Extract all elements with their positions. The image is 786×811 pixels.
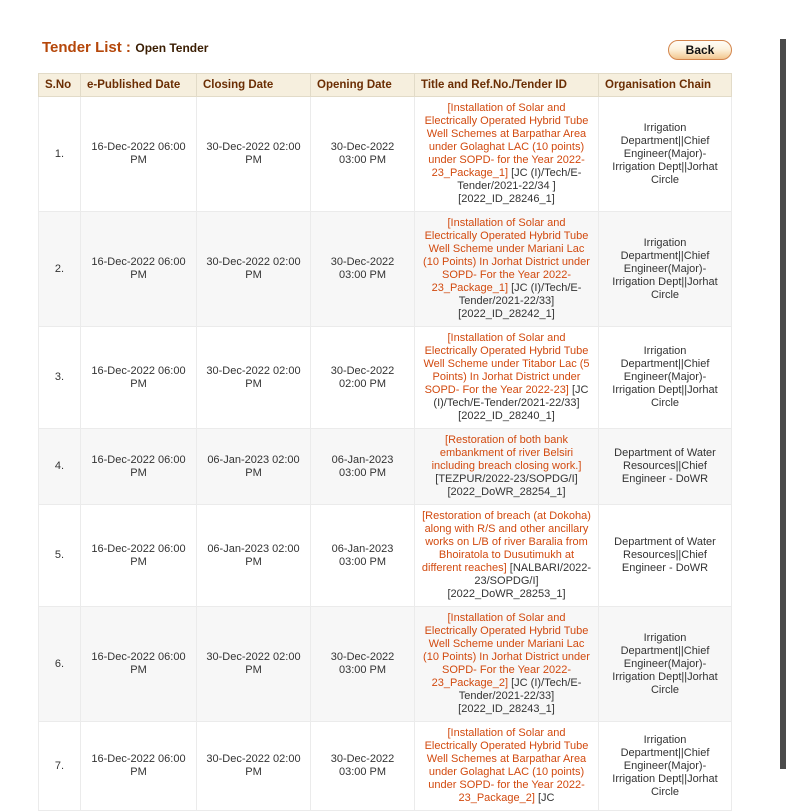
table-body — [39, 97, 732, 811]
sno-cell: 3. — [39, 327, 81, 429]
sno-cell: 7. — [39, 722, 81, 811]
opening-date-cell: 30-Dec-2022 03:00 PM — [311, 212, 415, 327]
tender-ref-id: [JC — [538, 792, 555, 804]
published-date-cell: 16-Dec-2022 06:00 PM — [81, 212, 197, 327]
org-chain-cell: Irrigation Department||Chief Engineer(Major)-Irrigation Dept||Jorhat Circle — [599, 327, 732, 429]
table-row — [39, 505, 732, 607]
tender-ref-id: [JC (I)/Tech/E-Tender/2021-22/33] [2022_ID_28242_1] — [458, 282, 582, 320]
tender-table — [38, 73, 732, 811]
tender-title-link[interactable]: [Installation of Solar and Electrically Operated Hybrid Tube Well Scheme under Mariani Lac (10 Points) In Jorhat District under SOPD- For the Year 2022-23_Package_1] — [423, 217, 590, 294]
table-row — [39, 327, 732, 429]
opening-date-cell: 06-Jan-2023 03:00 PM — [311, 505, 415, 607]
table-row — [39, 97, 732, 212]
title-ref-cell — [415, 505, 599, 607]
closing-date-cell: 30-Dec-2022 02:00 PM — [197, 97, 311, 212]
title-ref-cell — [415, 722, 599, 811]
opening-date-cell: 30-Dec-2022 02:00 PM — [311, 327, 415, 429]
closing-date-cell: 06-Jan-2023 02:00 PM — [197, 505, 311, 607]
column-header-sno: S.No — [39, 74, 81, 97]
org-chain-cell: Irrigation Department||Chief Engineer(Major)-Irrigation Dept||Jorhat Circle — [599, 97, 732, 212]
column-header-closing: Closing Date — [197, 74, 311, 97]
org-chain-cell: Irrigation Department||Chief Engineer(Major)-Irrigation Dept||Jorhat Circle — [599, 607, 732, 722]
published-date-cell: 16-Dec-2022 06:00 PM — [81, 327, 197, 429]
title-ref-cell — [415, 212, 599, 327]
tender-title-link[interactable]: [Installation of Solar and Electrically Operated Hybrid Tube Well Schemes at Barpathar Area under Golaghat LAC (10 points) under SOPD- for the Year 2022-23_Package_2] — [424, 727, 589, 804]
closing-date-cell: 06-Jan-2023 02:00 PM — [197, 429, 311, 505]
tender-title-link[interactable]: [Restoration of breach (at Dokoha) along with R/S and other ancillary works on L/B of river Baralia from Bhoiratola to Dusutimukh at different reaches] — [421, 510, 591, 574]
tender-ref-id: [JC (I)/Tech/E-Tender/2021-22/34 ] [2022_ID_28246_1] — [457, 167, 582, 205]
back-button[interactable]: Back — [668, 40, 732, 60]
closing-date-cell: 30-Dec-2022 02:00 PM — [197, 212, 311, 327]
tender-title-link[interactable]: [Installation of Solar and Electrically Operated Hybrid Tube Well Scheme under Mariani Lac (10 Points) In Jorhat District under SOPD- For the Year 2022-23_Package_2] — [423, 612, 590, 689]
tender-ref-id: [NALBARI/2022-23/SOPDG/I] [2022_DoWR_28253_1] — [447, 562, 592, 600]
page-title: Tender List : — [42, 39, 131, 56]
title-ref-cell — [415, 327, 599, 429]
title-ref-cell — [415, 607, 599, 722]
opening-date-cell: 30-Dec-2022 03:00 PM — [311, 722, 415, 811]
table-row — [39, 212, 732, 327]
published-date-cell: 16-Dec-2022 06:00 PM — [81, 97, 197, 212]
opening-date-cell: 30-Dec-2022 03:00 PM — [311, 97, 415, 212]
opening-date-cell: 06-Jan-2023 03:00 PM — [311, 429, 415, 505]
sno-cell: 2. — [39, 212, 81, 327]
table-row — [39, 429, 732, 505]
column-header-published: e-Published Date — [81, 74, 197, 97]
sno-cell: 1. — [39, 97, 81, 212]
org-chain-cell: Department of Water Resources||Chief Engineer - DoWR — [599, 429, 732, 505]
closing-date-cell: 30-Dec-2022 02:00 PM — [197, 327, 311, 429]
closing-date-cell: 30-Dec-2022 02:00 PM — [197, 722, 311, 811]
published-date-cell: 16-Dec-2022 06:00 PM — [81, 722, 197, 811]
closing-date-cell: 30-Dec-2022 02:00 PM — [197, 607, 311, 722]
tender-title-link[interactable]: [Installation of Solar and Electrically Operated Hybrid Tube Well Scheme under Titabor Lac (5 Points) In Jorhat District under SOPD- For the Year 2022-23] — [423, 332, 590, 396]
tender-title-link[interactable]: [Installation of Solar and Electrically Operated Hybrid Tube Well Schemes at Barpathar Area under Golaghat LAC (10 points) under SOPD- for the Year 2022-23_Package_1] — [424, 102, 589, 179]
org-chain-cell: Irrigation Department||Chief Engineer(Major)-Irrigation Dept||Jorhat Circle — [599, 722, 732, 811]
tender-ref-id: [JC (I)/Tech/E-Tender/2021-22/33] [2022_ID_28243_1] — [458, 677, 582, 715]
sno-cell: 5. — [39, 505, 81, 607]
tender-ref-id: [TEZPUR/2022-23/SOPDG/I] [2022_DoWR_28254_1] — [435, 473, 578, 498]
column-header-title-ref: Title and Ref.No./Tender ID — [415, 74, 599, 97]
tender-title-link[interactable]: [Restoration of both bank embankment of river Belsiri including breach closing work.] — [431, 434, 582, 472]
sno-cell: 6. — [39, 607, 81, 722]
title-ref-cell — [415, 97, 599, 212]
title-ref-cell — [415, 429, 599, 505]
column-header-opening: Opening Date — [311, 74, 415, 97]
sno-cell: 4. — [39, 429, 81, 505]
column-header-org-chain: Organisation Chain — [599, 74, 732, 97]
published-date-cell: 16-Dec-2022 06:00 PM — [81, 429, 197, 505]
published-date-cell: 16-Dec-2022 06:00 PM — [81, 607, 197, 722]
table-header-row — [39, 74, 732, 97]
org-chain-cell: Department of Water Resources||Chief Engineer - DoWR — [599, 505, 732, 607]
org-chain-cell: Irrigation Department||Chief Engineer(Major)-Irrigation Dept||Jorhat Circle — [599, 212, 732, 327]
window-edge-strip — [780, 39, 786, 769]
published-date-cell: 16-Dec-2022 06:00 PM — [81, 505, 197, 607]
table-row — [39, 722, 732, 811]
tender-ref-id: [JC (I)/Tech/E-Tender/2021-22/33] [2022_ID_28240_1] — [433, 384, 589, 422]
page-subtitle: Open Tender — [135, 41, 209, 55]
opening-date-cell: 30-Dec-2022 03:00 PM — [311, 607, 415, 722]
table-row — [39, 607, 732, 722]
